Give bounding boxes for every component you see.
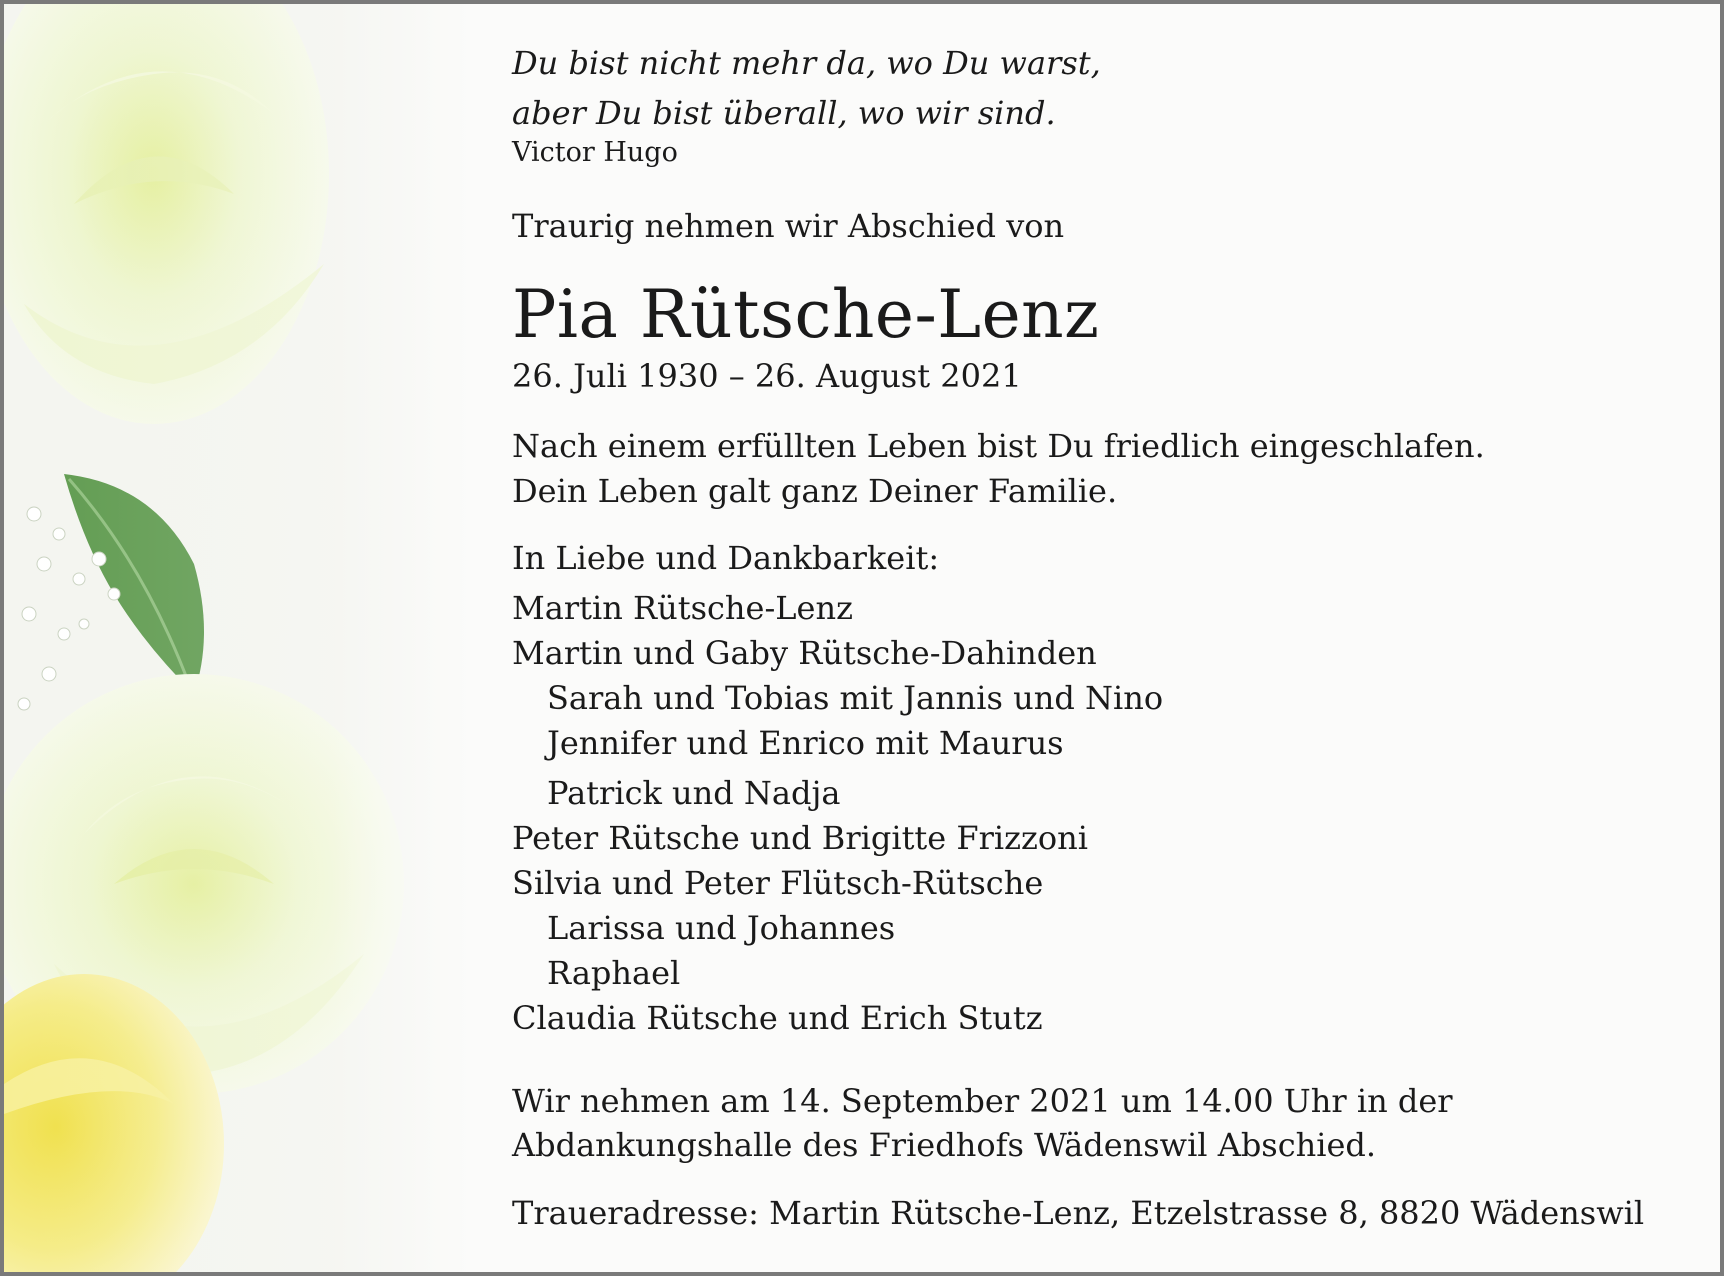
quote-line-1: Du bist nicht mehr da, wo Du warst, [512, 44, 1101, 82]
deceased-name: Pia Rütsche-Lenz [512, 276, 1100, 353]
mourner-entry: Martin und Gaby Rütsche-Dahinden [512, 634, 1097, 672]
mourning-address: Traueradresse: Martin Rütsche-Lenz, Etzelstrasse 8, 8820 Wädenswil [512, 1194, 1645, 1232]
intro-text: Traurig nehmen wir Abschied von [512, 207, 1065, 245]
roses-decoration [4, 4, 474, 1272]
mourner-entry: Raphael [547, 954, 681, 992]
life-dates: 26. Juli 1930 – 26. August 2021 [512, 357, 1022, 395]
mourner-entry: Larissa und Johannes [547, 909, 896, 947]
mourners-heading: In Liebe und Dankbarkeit: [512, 539, 940, 577]
ceremony-line-2: Abdankungshalle des Friedhofs Wädenswil Abschied. [512, 1126, 1377, 1164]
mourner-entry: Jennifer und Enrico mit Maurus [547, 724, 1064, 762]
mourner-entry: Patrick und Nadja [547, 774, 841, 812]
message-line-2: Dein Leben galt ganz Deiner Familie. [512, 472, 1118, 510]
quote-author: Victor Hugo [512, 137, 678, 168]
mourner-entry: Silvia und Peter Flütsch-Rütsche [512, 864, 1044, 902]
mourner-entry: Peter Rütsche und Brigitte Frizzoni [512, 819, 1088, 857]
mourner-entry: Martin Rütsche-Lenz [512, 589, 853, 627]
mourner-entry: Sarah und Tobias mit Jannis und Nino [547, 679, 1164, 717]
mourner-entry: Claudia Rütsche und Erich Stutz [512, 999, 1043, 1037]
message-line-1: Nach einem erfüllten Leben bist Du friedlich eingeschlafen. [512, 427, 1485, 465]
ceremony-line-1: Wir nehmen am 14. September 2021 um 14.00 Uhr in der [512, 1082, 1453, 1120]
quote-line-2: aber Du bist überall, wo wir sind. [512, 94, 1056, 132]
